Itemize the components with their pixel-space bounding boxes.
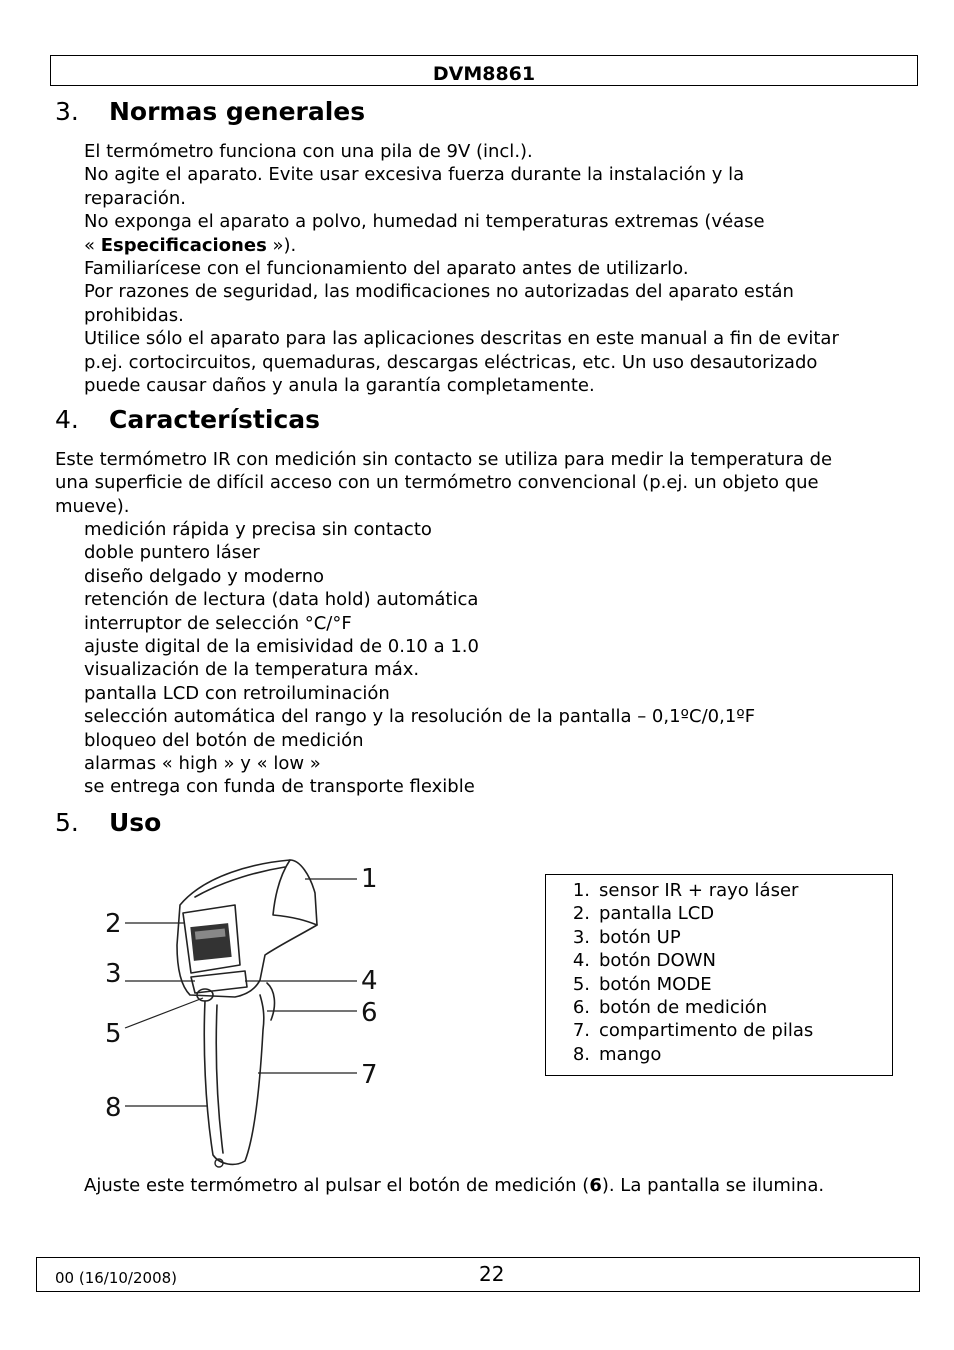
callout-2: 2 [105,909,122,939]
leader-lines [125,879,357,1106]
legend-number: 2. [572,903,590,925]
revision-date: 00 (16/10/2008) [55,1269,178,1287]
list-item: alarmas « high » y « low » [84,752,321,774]
text-line: El termómetro funciona con una pila de 9V (incl.). [84,141,533,162]
legend-number: 6. [572,996,590,1018]
legend-item [546,1019,892,1042]
callout-3: 3 [105,959,122,989]
trigger [267,983,274,1020]
section-number: 5. [55,808,79,837]
legend-number: 3. [572,926,590,948]
list-item: pantalla LCD con retroiluminación [84,682,390,704]
legend-number: 5. [572,973,590,995]
list-item: doble puntero láser [84,542,260,564]
text-line: Utilice sólo el aparato para las aplicaciones descritas en este manual a fin de evitar [84,328,839,350]
thermometer-diagram [95,855,395,1170]
handle-inner-line [216,1005,223,1153]
text-line [84,234,839,257]
legend-number: 1. [572,880,590,901]
list-item: interruptor de selección °C/°F [84,612,352,634]
legend-number: 4. [572,950,590,972]
section-title: Características [109,405,321,434]
text-fragment: « [84,234,101,256]
lcd-screen [190,923,231,961]
text-line: No agite el aparato. Evite usar excesiva fuerza durante la instalación y la [84,164,745,186]
section-4-intro [55,448,832,518]
legend-label: sensor IR + rayo láser [599,880,799,901]
section-5-heading [55,808,161,837]
leader-line-5 [125,998,203,1028]
legend-item [546,926,892,949]
list-item: diseño delgado y moderno [84,565,325,587]
callout-8: 8 [105,1093,122,1123]
feature-list [84,518,755,799]
legend-label: botón MODE [599,973,712,995]
callout-5: 5 [105,1019,122,1049]
legend-item [546,902,892,925]
model-name: DVM8861 [432,63,536,85]
page-header [50,55,918,86]
section-number: 3. [55,97,79,126]
legend-item [546,996,892,1019]
callout-7: 7 [361,1060,378,1090]
legend-item [546,949,892,972]
list-item: selección automática del rango y la resolución de la pantalla – 0,1ºC/0,1ºF [84,706,756,728]
legend-label: pantalla LCD [599,903,715,925]
legend-item [546,973,892,996]
legend-label: botón UP [599,926,681,948]
section-title: Uso [109,808,162,837]
text-line: Familiarícese con el funcionamiento del aparato antes de utilizarlo. [84,257,689,279]
handle-outline [204,995,264,1164]
callout-6: 6 [361,998,378,1028]
button-panel [191,971,247,993]
legend-number: 7. [572,1020,590,1042]
legend-label: compartimento de pilas [599,1020,814,1042]
text-line: mueve). [55,495,130,517]
barrel-nose [273,860,317,925]
text-fragment: Ajuste este termómetro al pulsar el botón de medición ( [84,1175,590,1196]
page-footer [36,1257,920,1292]
text-fragment: ). La pantalla se ilumina. [601,1175,825,1196]
callout-4: 4 [361,966,378,996]
parts-legend [545,874,893,1076]
text-line: reparación. [84,187,187,209]
section-3-body [84,140,839,397]
usage-instruction [84,1174,824,1197]
text-line: puede causar daños y anula la garantía completamente. [84,374,595,396]
text-line: una superficie de difícil acceso con un termómetro convencional (p.ej. un objeto que [55,472,819,494]
list-item: se entrega con funda de transporte flexible [84,776,475,798]
list-item: medición rápida y precisa sin contacto [84,519,432,540]
legend-item [546,1043,892,1066]
callout-1: 1 [361,864,378,894]
text-line: Por razones de seguridad, las modificaciones no autorizadas del aparato están [84,281,794,303]
spec-reference: Especificaciones [100,234,267,256]
legend-item [546,879,892,902]
legend-label: botón DOWN [599,950,716,972]
section-4-heading [55,405,320,434]
text-line: p.ej. cortocircuitos, quemaduras, descargas eléctricas, etc. Un uso desautorizado [84,351,818,373]
section-number: 4. [55,405,79,434]
list-item: visualización de la temperatura máx. [84,659,420,681]
list-item: retención de lectura (data hold) automática [84,589,479,611]
section-3-heading [55,97,365,126]
legend-number: 8. [572,1043,590,1065]
text-line [84,1174,824,1197]
legend-label: botón de medición [599,996,768,1018]
text-line: prohibidas. [84,304,184,326]
text-fragment: »). [266,234,297,256]
section-title: Normas generales [109,97,366,126]
legend-label: mango [599,1043,662,1065]
text-line: No exponga el aparato a polvo, humedad ni temperaturas extremas (véase [84,211,765,233]
list-item: ajuste digital de la emisividad de 0.10 a 1.0 [84,635,479,657]
button-reference: 6 [589,1175,602,1196]
page-number: 22 [479,1262,505,1286]
text-line: Este termómetro IR con medición sin contacto se utiliza para medir la temperatura de [55,449,833,470]
list-item: bloqueo del botón de medición [84,729,364,751]
